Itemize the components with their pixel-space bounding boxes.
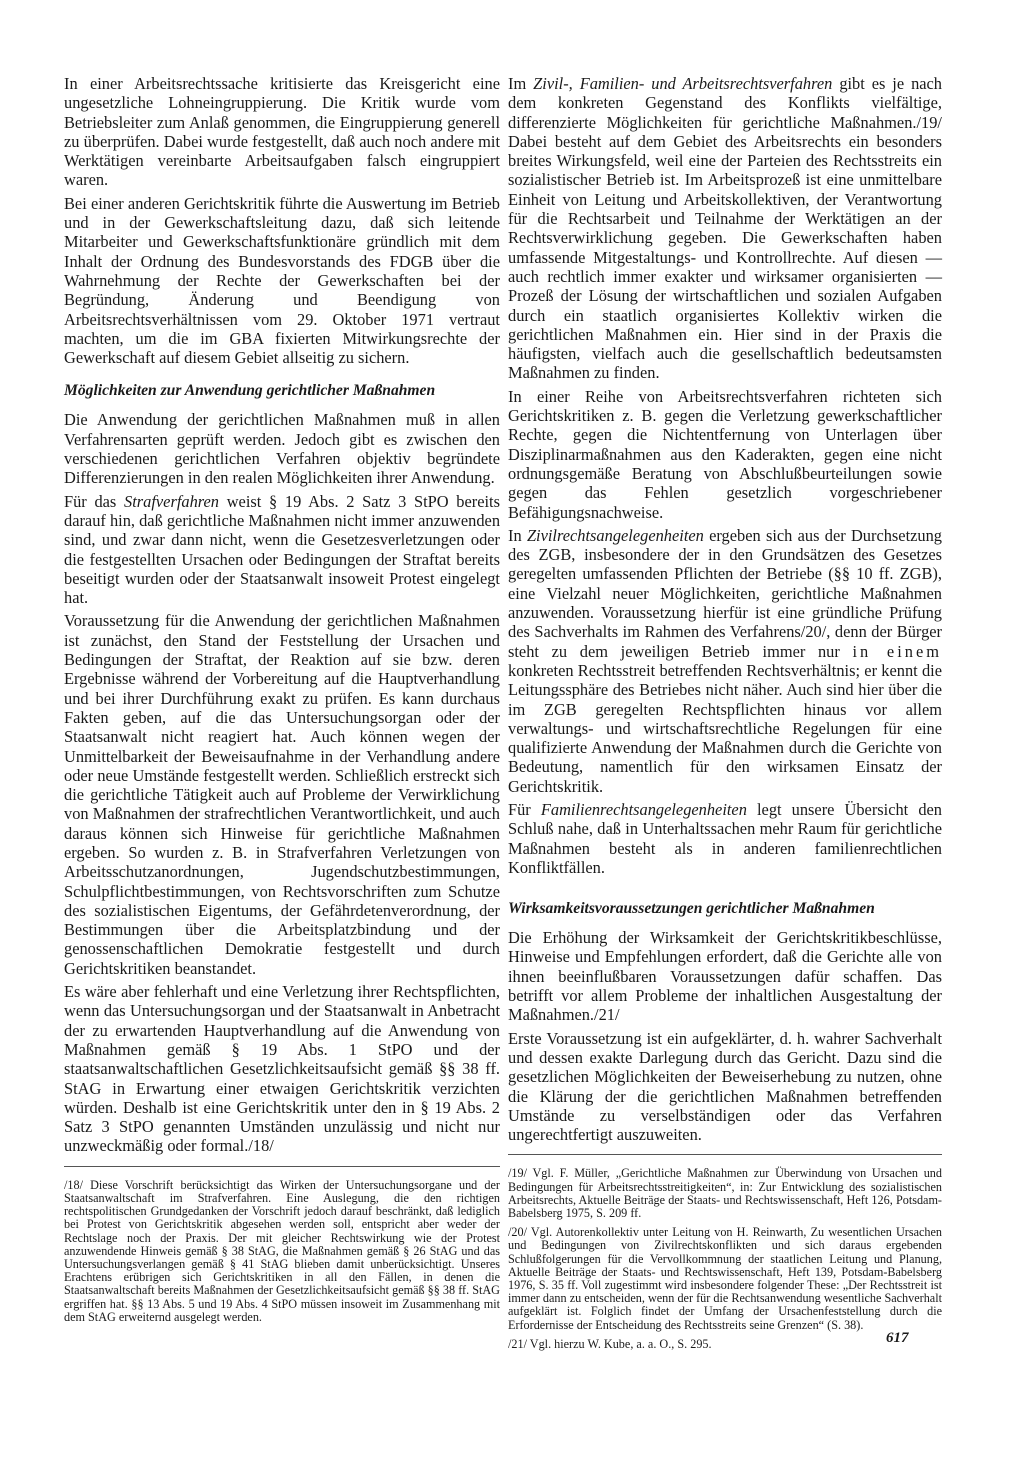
spaced-text: in einem [852, 641, 942, 661]
right-column [508, 74, 942, 1357]
paragraph [508, 74, 942, 383]
text-run: Für [508, 799, 531, 819]
paragraph: Die Anwendung der gerichtlichen Maßnahmen muß in allen Verfahrensarten geprüft werden. Jedoch gibt es zwischen den verschiedenen gerichtlichen Verfahren objektiv begründete Differenzierungen in den realen Möglichkeiten ihrer Anwendung. [64, 410, 500, 488]
emphasis: Zivilrechtsangelegenheiten [526, 525, 704, 545]
paragraph: Bei einer anderen Gerichtskritik führte die Auswertung im Betrieb und in der Gewerkschaftsleitung dazu, daß sich leitende Mitarbeiter und Gewerkschaftsfunktionäre gründlich mit dem Inhalt der Ordnung des Bundesvorstands des FDGB über die Wahrnehmung der Rechte der Gewerkschaften bei der Begründung, Änderung und Beendigung von Arbeitsrechtsverhältnissen vom 29. Oktober 1971 vertraut machten, um die im GBA fixierten Mitwirkungsrechte der Gewerkschaft auf diesem Gebiet allseitig zu sichern. [64, 193, 500, 368]
text-run: Im [508, 74, 527, 93]
footnote-divider [64, 1166, 500, 1167]
emphasis: Strafverfahren [124, 491, 220, 511]
emphasis: Zivil-, Familien- und Arbeitsrechtsverfahren [533, 74, 833, 93]
text-run: weist § 19 Abs. 2 Satz 3 StPO bereits darauf hin, daß gerichtliche Maßnahmen nicht immer anzuwenden sind, und zwar dann nicht, wenn die Gesetzesverletzungen oder die festgestellten Ursachen oder Bedingungen der Straftat bereits beseitigt wurden oder der Staatsanwalt insoweit Protest eingelegt hat. [64, 491, 501, 608]
section-heading: Möglichkeiten zur Anwendung gerichtlicher Maßnahmen [64, 382, 436, 400]
text-run: In [508, 525, 522, 545]
footnote: /20/ Vgl. Autorenkollektiv unter Leitung von H. Reinwarth, Zu wesentlichen Ursachen und Bedingungen von Zivilrechtskonflikten und sich daraus ergebenden Schlußfolgerungen für die Vervollkommnung der staatlichen Leitung und Planung, Aktuelle Beiträge der Staats- und Rechtswissenschaft, Heft 139, Potsdam-Babelsberg 1976, S. 35 ff. Voll zugestimmt wird insbesondere folgender These: „Der Rechtsstreit ist immer dann zu entscheiden, wenn der für die Rechtsanwendung wesentliche Sachverhalt aufgeklärt ist. Folglich findet der Umfang der Ursachenfeststellung durch die Erfordernisse der Entscheidung des Rechtsstreits seine Grenzen“ (S. 38). [508, 1225, 942, 1332]
emphasis: Familienrechtsangelegenheiten [540, 799, 747, 819]
paragraph: In einer Reihe von Arbeitsrechtsverfahren richteten sich Gerichtskritiken z. B. gegen die Verletzung gewerkschaftlicher Rechte, gegen die Nichtentfernung von Unterlagen über Disziplinarmaßnahmen aus den Kaderakten, gegen eine nicht ordnungsgemäße Beratung von Abschlußbeurteilungen sowie gegen das Fehlen gesetzlich vorgeschriebener Befähigungsnachweise. [508, 386, 942, 522]
text-run: Für das [64, 491, 117, 511]
paragraph: In einer Arbeitsrechtssache kritisierte das Kreisgericht eine ungesetzliche Lohneingruppierung. Die Kritik wurde vom Betriebsleiter zum Anlaß genommen, die Eingruppierung generell zu überprüfen. Dabei wurde festgestellt, daß auch noch andere mit Werktätigen vereinbarte Arbeitsaufgaben falsch eingruppiert waren. [64, 74, 500, 190]
footnote: /21/ Vgl. hierzu W. Kube, a. a. O., S. 295. [508, 1336, 712, 1351]
paragraph: Es wäre aber fehlerhaft und eine Verletzung ihrer Rechtspflichten, wenn das Untersuchungsorgan und der Staatsanwalt in Anbetracht der zu erwartenden Hauptverhandlung auf die Anwendung von Maßnahmen gemäß § 19 Abs. 1 StPO und der staatsanwaltschaftlichen Gesetzlichkeitsaufsicht gemäß §§ 38 ff. StAG in Erwartung einer etwaigen Gerichtskritik verzichten würden. Deshalb ist eine Gerichtskritik unter den in § 19 Abs. 2 Satz 3 StPO genannten Umständen unzulässig und nicht nur unzweckmäßig oder formal./18/ [64, 982, 500, 1156]
footnote-divider [508, 1154, 942, 1155]
paragraph [508, 800, 942, 877]
text-run: konkreten Rechtsstreit betreffenden Rechtsverhältnis; er kennt die Leitungssphäre des Betriebes nicht näher. Auch sind hier über die im ZGB geregelten Rechtspflichten hinaus vor allem verwaltungs- und wirtschaftsrechtliche Regelungen für eine qualifizierte Anwendung der Maßnahmen durch die Gerichte von Bedeutung, namentlich für den wirksamen Einsatz der Gerichtskritik. [508, 660, 942, 796]
left-column [64, 74, 500, 1330]
paragraph: Erste Voraussetzung ist ein aufgeklärter, d. h. wahrer Sachverhalt und dessen exakte Darlegung durch das Gericht. Dazu sind die gesetzlichen Möglichkeiten der Beweiserhebung zu nutzen, ohne die Klärung der die gerichtlichen Maßnahmen betreffenden Umstände zu verselbständigen oder das Verfahren ungerechtfertigt auszuweiten. [508, 1028, 942, 1145]
paragraph [508, 526, 942, 796]
text-run: gibt es je nach dem konkreten Gegenstand des Konflikts vielfältige, differenzierte Möglichkeiten für gerichtliche Maßnahmen./19/ Dabei besteht auf dem Gebiet des Arbeitsrechts ein besonders breites Wirkungsfeld, weil eine der Parteien des Rechtsstreits ein sozialistischer Betrieb ist. Im Arbeitsprozeß ist eine unmittelbare Einheit von Leitung und Arbeitskollektiven, der Verantwortung für die Rechtsarbeit und Teilnahme der Werktätigen an der Rechtsverwirklichung gegeben. Die Gewerkschaften haben umfassende Mitgestaltungs- und Kontrollrechte. Auf diesen — auch rechtlich immer exakter und wirksamer organisierten — Prozeß der Lösung der wirtschaftlichen und sozialen Aufgaben durch ein staatlich organisiertes Kollektiv wirken die gerichtlichen Maßnahmen ein. Hier sind in der Praxis die häufigsten, vielfach auch die gesellschaftlich bedeutsamsten Maßnahmen zu finden. [508, 74, 943, 383]
paragraph [64, 492, 500, 608]
footnote: /19/ Vgl. F. Müller, „Gerichtliche Maßnahmen zur Überwindung von Ursachen und Bedingungen für Arbeitsrechtsstreitigkeiten“, in: Zur Entwicklung des sozialistischen Arbeitsrechts, Aktuelle Beiträge der Staats- und Rechtswissenschaft, Heft 126, Potsdam-Babelsberg 1975, S. 209 ff. [508, 1166, 942, 1221]
text-run: legt unsere Übersicht den Schluß nahe, daß in Unterhaltssachen mehr Raum für gerichtliche Maßnahmen besteht als in anderen familienrechtlichen Konfliktfällen. [508, 799, 942, 877]
paragraph: Voraussetzung für die Anwendung der gerichtlichen Maßnahmen ist zunächst, den Stand der Feststellung der Ursachen und Bedingungen der Straftat, der Reaktion auf sie bzw. deren Ergebnisse während der Vorbereitung auf die Hauptverhandlung und bei ihrer Durchführung exakt zu prüfen. Es kann durchaus Fakten geben, auf die das Untersuchungsorgan oder der Staatsanwalt nicht reagiert hat. Auch können wegen der Unmittelbarkeit der Beweisaufnahme in der Verhandlung andere oder neue Umstände festgestellt werden. Schließlich erstreckt sich die gerichtliche Tätigkeit auch auf Probleme der Verwirklichung von Maßnahmen der strafrechtlichen Verantwortlichkeit, und auch daraus können sich Hinweise für gerichtliche Maßnahmen ergeben. So wurden z. B. in Strafverfahren Verletzungen von Arbeitsschutzanordnungen, Jugendschutzbestimmungen, Schulpflichtbestimmungen, von Rechtsvorschriften zum Schutze des sozialistischen Eigentums, der Gefährdetenverordnung, der Bestimmungen über die Arbeitsplatzbindung und der genossenschaftlichen Demokratie festgestellt und durch Gerichtskritiken beanstandet. [64, 611, 500, 978]
section-heading: Wirksamkeitsvoraussetzungen gerichtlicher Maßnahmen [508, 900, 875, 918]
text-run: ergeben sich aus der Durchsetzung des ZGB, insbesondere der in den Grundsätzen des Gesetzes geregelten umfassenden Pflichten der Betriebe (§§ 10 ff. ZGB), eine Vielzahl neuer Möglichkeiten, gerichtliche Maßnahmen anzuwenden. Voraussetzung hierfür ist eine gründliche Prüfung des Sachverhalts im Rahmen des Verfahrens/20/, denn der Bürger steht zu dem jeweiligen Betrieb immer nur [508, 525, 942, 661]
paragraph: Die Erhöhung der Wirksamkeit der Gerichtskritikbeschlüsse, Hinweise und Empfehlungen erfordert, daß die Gerichte alle von ihnen beeinflußbaren Voraussetzungen dafür schaffen. Das betrifft vor allem Probleme der inhaltlichen Ausgestaltung der Maßnahmen./21/ [508, 928, 942, 1025]
footnote: /18/ Diese Vorschrift berücksichtigt das Wirken der Untersuchungsorgane und der Staatsanwaltschaft im Strafverfahren. Eine Auslegung, die den richtigen rechtspolitischen Grundgedanken der Vorschrift jedoch darauf beschränkt, daß lediglich bei Protest von Gerichtskritik abgesehen werden soll, entspricht aber weder der Rechtslage noch der Praxis. Der mit gleicher Rechtswirkung wie der Protest anzuwendende Hinweis gemäß § 38 StAG, die Maßnahmen gemäß § 26 StAG und das Untersuchungsverlangen gemäß § 41 StAG blieben damit unberücksichtigt. Unseres Erachtens erübrigen sich Gerichtskritiken in all den Fällen, in denen die Staatsanwaltschaft bereits Maßnahmen der Gesetzlichkeitsaufsicht gemäß §§ 38 ff. StAG ergriffen hat. §§ 13 Abs. 5 und 19 Abs. 4 StPO müssen insoweit im Zusammenhang mit dem StAG erweiternd ausgelegt werden. [64, 1177, 500, 1324]
page-number: 617 [886, 1330, 909, 1346]
